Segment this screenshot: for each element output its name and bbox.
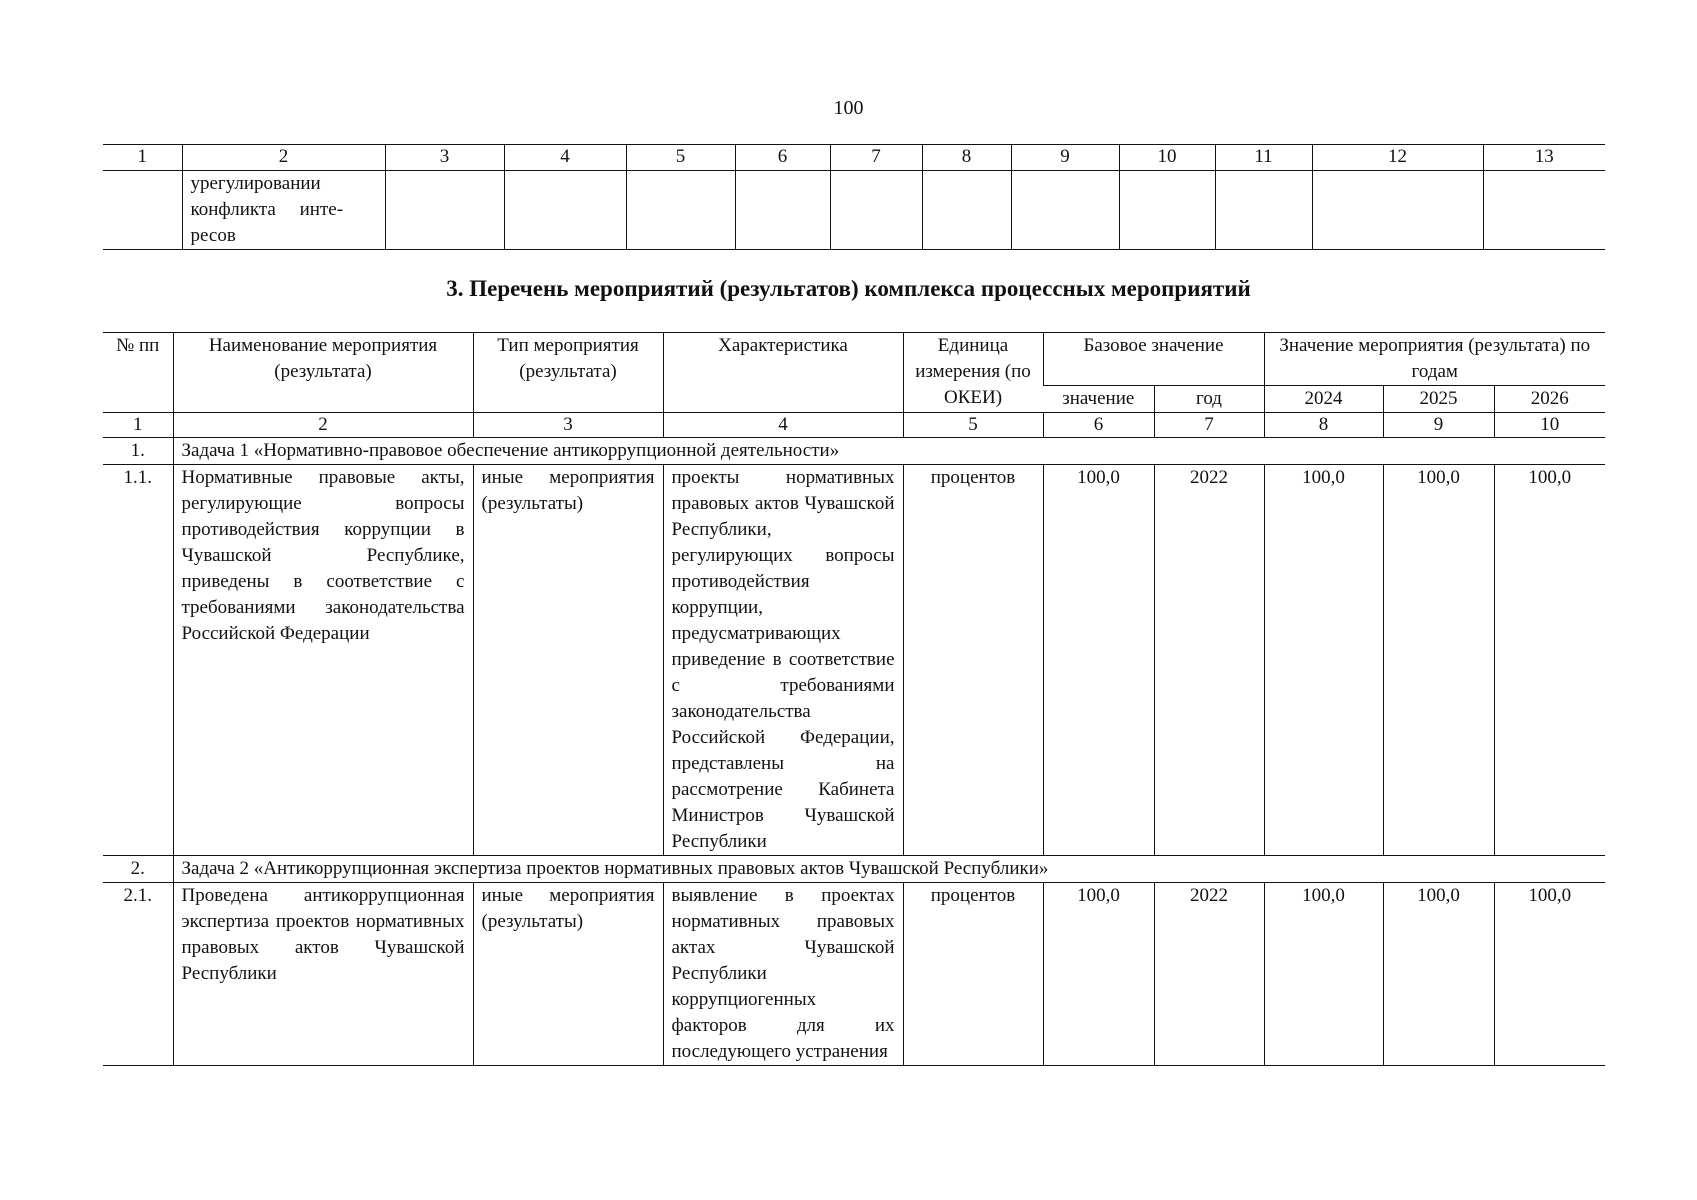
column-number: 1 [103,413,173,438]
measure-value-2024: 100,0 [1264,883,1383,1066]
header-name: Наименование мероприятия (результата) [173,333,473,413]
table-cell: урегулировании конфликта инте- ресов [182,171,385,250]
column-number: 10 [1119,145,1215,171]
header-num: № пп [103,333,173,413]
column-number: 6 [1043,413,1154,438]
column-number: 6 [735,145,830,171]
table-cell [385,171,504,250]
measure-base-year: 2022 [1154,465,1264,856]
column-number: 3 [385,145,504,171]
measure-base-year: 2022 [1154,883,1264,1066]
header-type: Тип мероприятия (результата) [473,333,663,413]
column-number: 9 [1383,413,1494,438]
measure-base-value: 100,0 [1043,883,1154,1066]
header-base-value-sub: значение [1043,386,1154,413]
column-number: 5 [626,145,735,171]
column-number: 4 [504,145,626,171]
measure-number: 1.1. [103,465,173,856]
column-number: 4 [663,413,903,438]
header-yearly-values: Значение мероприятия (результата) по годам [1264,333,1605,386]
column-number: 2 [173,413,473,438]
header-year-2025: 2025 [1383,386,1494,413]
column-number: 7 [830,145,922,171]
task-row [103,856,1605,883]
header-year-2026: 2026 [1494,386,1605,413]
header-base-year-sub: год [1154,386,1264,413]
continuation-table [103,144,1605,250]
section-title: 3. Перечень мероприятий (результатов) комплекса процессных мероприятий [446,276,1251,301]
table-cell [1312,171,1483,250]
table-cell [735,171,830,250]
header-year-2024: 2024 [1264,386,1383,413]
table-cell [504,171,626,250]
measure-type: иные мероприятия (результаты) [473,883,663,1066]
measure-characteristic: выявление в проектах нормативных правовых актах Чувашской Республики коррупциогенных факторов для их последующего устранения [663,883,903,1066]
header-unit: Единица измерения (по ОКЕИ) [903,333,1043,413]
header-characteristic: Характеристика [663,333,903,413]
measure-value-2024: 100,0 [1264,465,1383,856]
measure-unit: процентов [903,883,1043,1066]
measure-name: Нормативные правовые акты, регулирующие вопросы противодействия коррупции в Чувашской Республике, приведены в соответствие с требованиями законодательства Российской Федерации [173,465,473,856]
table-cell [103,171,182,250]
task-title: Задача 1 «Нормативно-правовое обеспечение антикоррупционной деятельности» [173,438,1605,465]
measure-value-2026: 100,0 [1494,883,1605,1066]
column-number: 8 [922,145,1011,171]
measure-value-2025: 100,0 [1383,465,1494,856]
measure-row [103,465,1605,856]
column-number: 7 [1154,413,1264,438]
continuation-row [103,171,1605,250]
task-number: 2. [103,856,173,883]
column-number: 12 [1312,145,1483,171]
task-row [103,438,1605,465]
column-number: 10 [1494,413,1605,438]
continuation-header-row [103,145,1605,171]
table-cell [1011,171,1119,250]
column-number: 11 [1215,145,1312,171]
measure-value-2026: 100,0 [1494,465,1605,856]
measure-unit: процентов [903,465,1043,856]
measure-value-2025: 100,0 [1383,883,1494,1066]
column-number: 1 [103,145,182,171]
column-number: 13 [1483,145,1605,171]
header-base-value: Базовое значение [1043,333,1264,386]
task-title: Задача 2 «Антикоррупционная экспертиза проектов нормативных правовых актов Чувашской Республики» [173,856,1605,883]
page-number: 100 [833,97,864,119]
measure-row [103,883,1605,1066]
table-cell [1215,171,1312,250]
column-number: 5 [903,413,1043,438]
table-cell [1483,171,1605,250]
task-number: 1. [103,438,173,465]
table-cell [830,171,922,250]
column-number: 3 [473,413,663,438]
header-row [103,333,1605,386]
column-number-row [103,413,1605,438]
column-number: 2 [182,145,385,171]
table-cell [1119,171,1215,250]
measure-number: 2.1. [103,883,173,1066]
table-cell [626,171,735,250]
measure-characteristic: проекты нормативных правовых актов Чувашской Республики, регулирующих вопросы противодействия коррупции, предусматривающих приведение в соответствие с требованиями законодательства Российской Федерации, представлены на рассмотрение Кабинета Министров Чувашской Республики [663,465,903,856]
column-number: 8 [1264,413,1383,438]
column-number: 9 [1011,145,1119,171]
measure-type: иные мероприятия (результаты) [473,465,663,856]
measures-table [103,332,1605,1066]
table-cell [922,171,1011,250]
measure-name: Проведена антикоррупционная экспертиза проектов нормативных правовых актов Чувашской Республики [173,883,473,1066]
measure-base-value: 100,0 [1043,465,1154,856]
